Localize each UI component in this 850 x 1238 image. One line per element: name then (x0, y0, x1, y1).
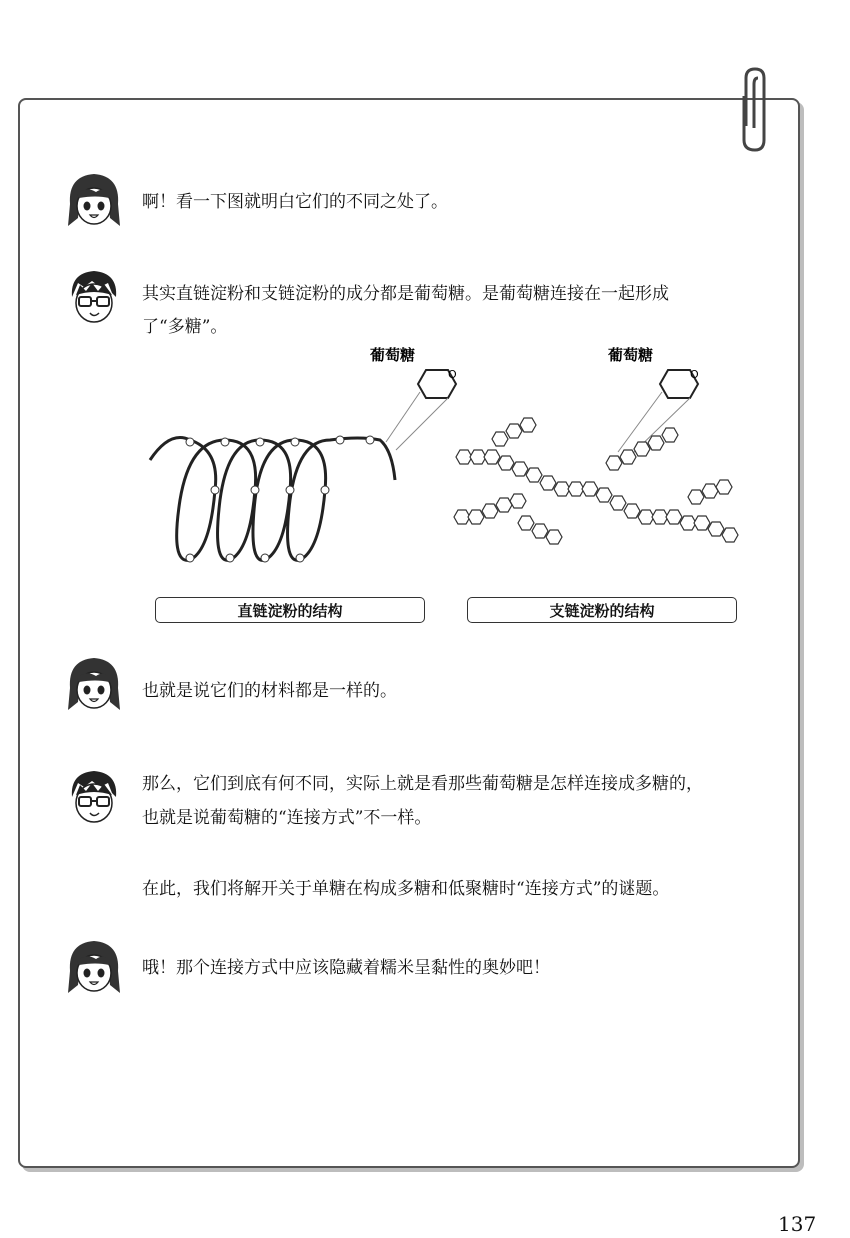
dialogue-line: 那么，它们到底有何不同，实际上就是看那些葡萄糖是怎样连接成多糖的， (142, 774, 703, 794)
dialogue-line: 在此，我们将解开关于单糖在构成多糖和低聚糖时“连接方式”的谜题。 (142, 879, 670, 899)
glucose-label-left: 葡萄糖 (370, 346, 416, 364)
dialogue-line: 了“多糖”。 (142, 317, 228, 337)
note-card (18, 98, 800, 1168)
glucose-label-right: 葡萄糖 (608, 346, 654, 364)
svg-text:O: O (448, 368, 457, 381)
starch-structure-diagram (130, 340, 760, 590)
page-number: 137 (778, 1212, 817, 1236)
girl-avatar (62, 935, 126, 999)
glucose-ring-right (660, 368, 699, 398)
dialogue-line: 啊！看一下图就明白它们的不同之处了。 (142, 192, 448, 212)
caption-amylose: 直链淀粉的结构 (155, 597, 425, 623)
dialogue-line: 也就是说它们的材料都是一样的。 (142, 681, 397, 701)
dialogue-line: 其实直链淀粉和支链淀粉的成分都是葡萄糖。是葡萄糖连接在一起形成 (142, 284, 669, 304)
boy-avatar (62, 265, 126, 329)
amylopectin-branches (454, 418, 738, 544)
paperclip-icon (732, 66, 778, 154)
girl-avatar (62, 652, 126, 716)
glucose-ring-left (418, 368, 457, 398)
caption-amylopectin: 支链淀粉的结构 (467, 597, 737, 623)
amylose-helix (150, 438, 395, 561)
girl-avatar (62, 168, 126, 232)
boy-avatar (62, 765, 126, 829)
dialogue-line: 哦！那个连接方式中应该隐藏着糯米呈黏性的奥妙吧！ (142, 958, 550, 978)
dialogue-line: 也就是说葡萄糖的“连接方式”不一样。 (142, 808, 432, 828)
svg-text:O: O (690, 368, 699, 381)
